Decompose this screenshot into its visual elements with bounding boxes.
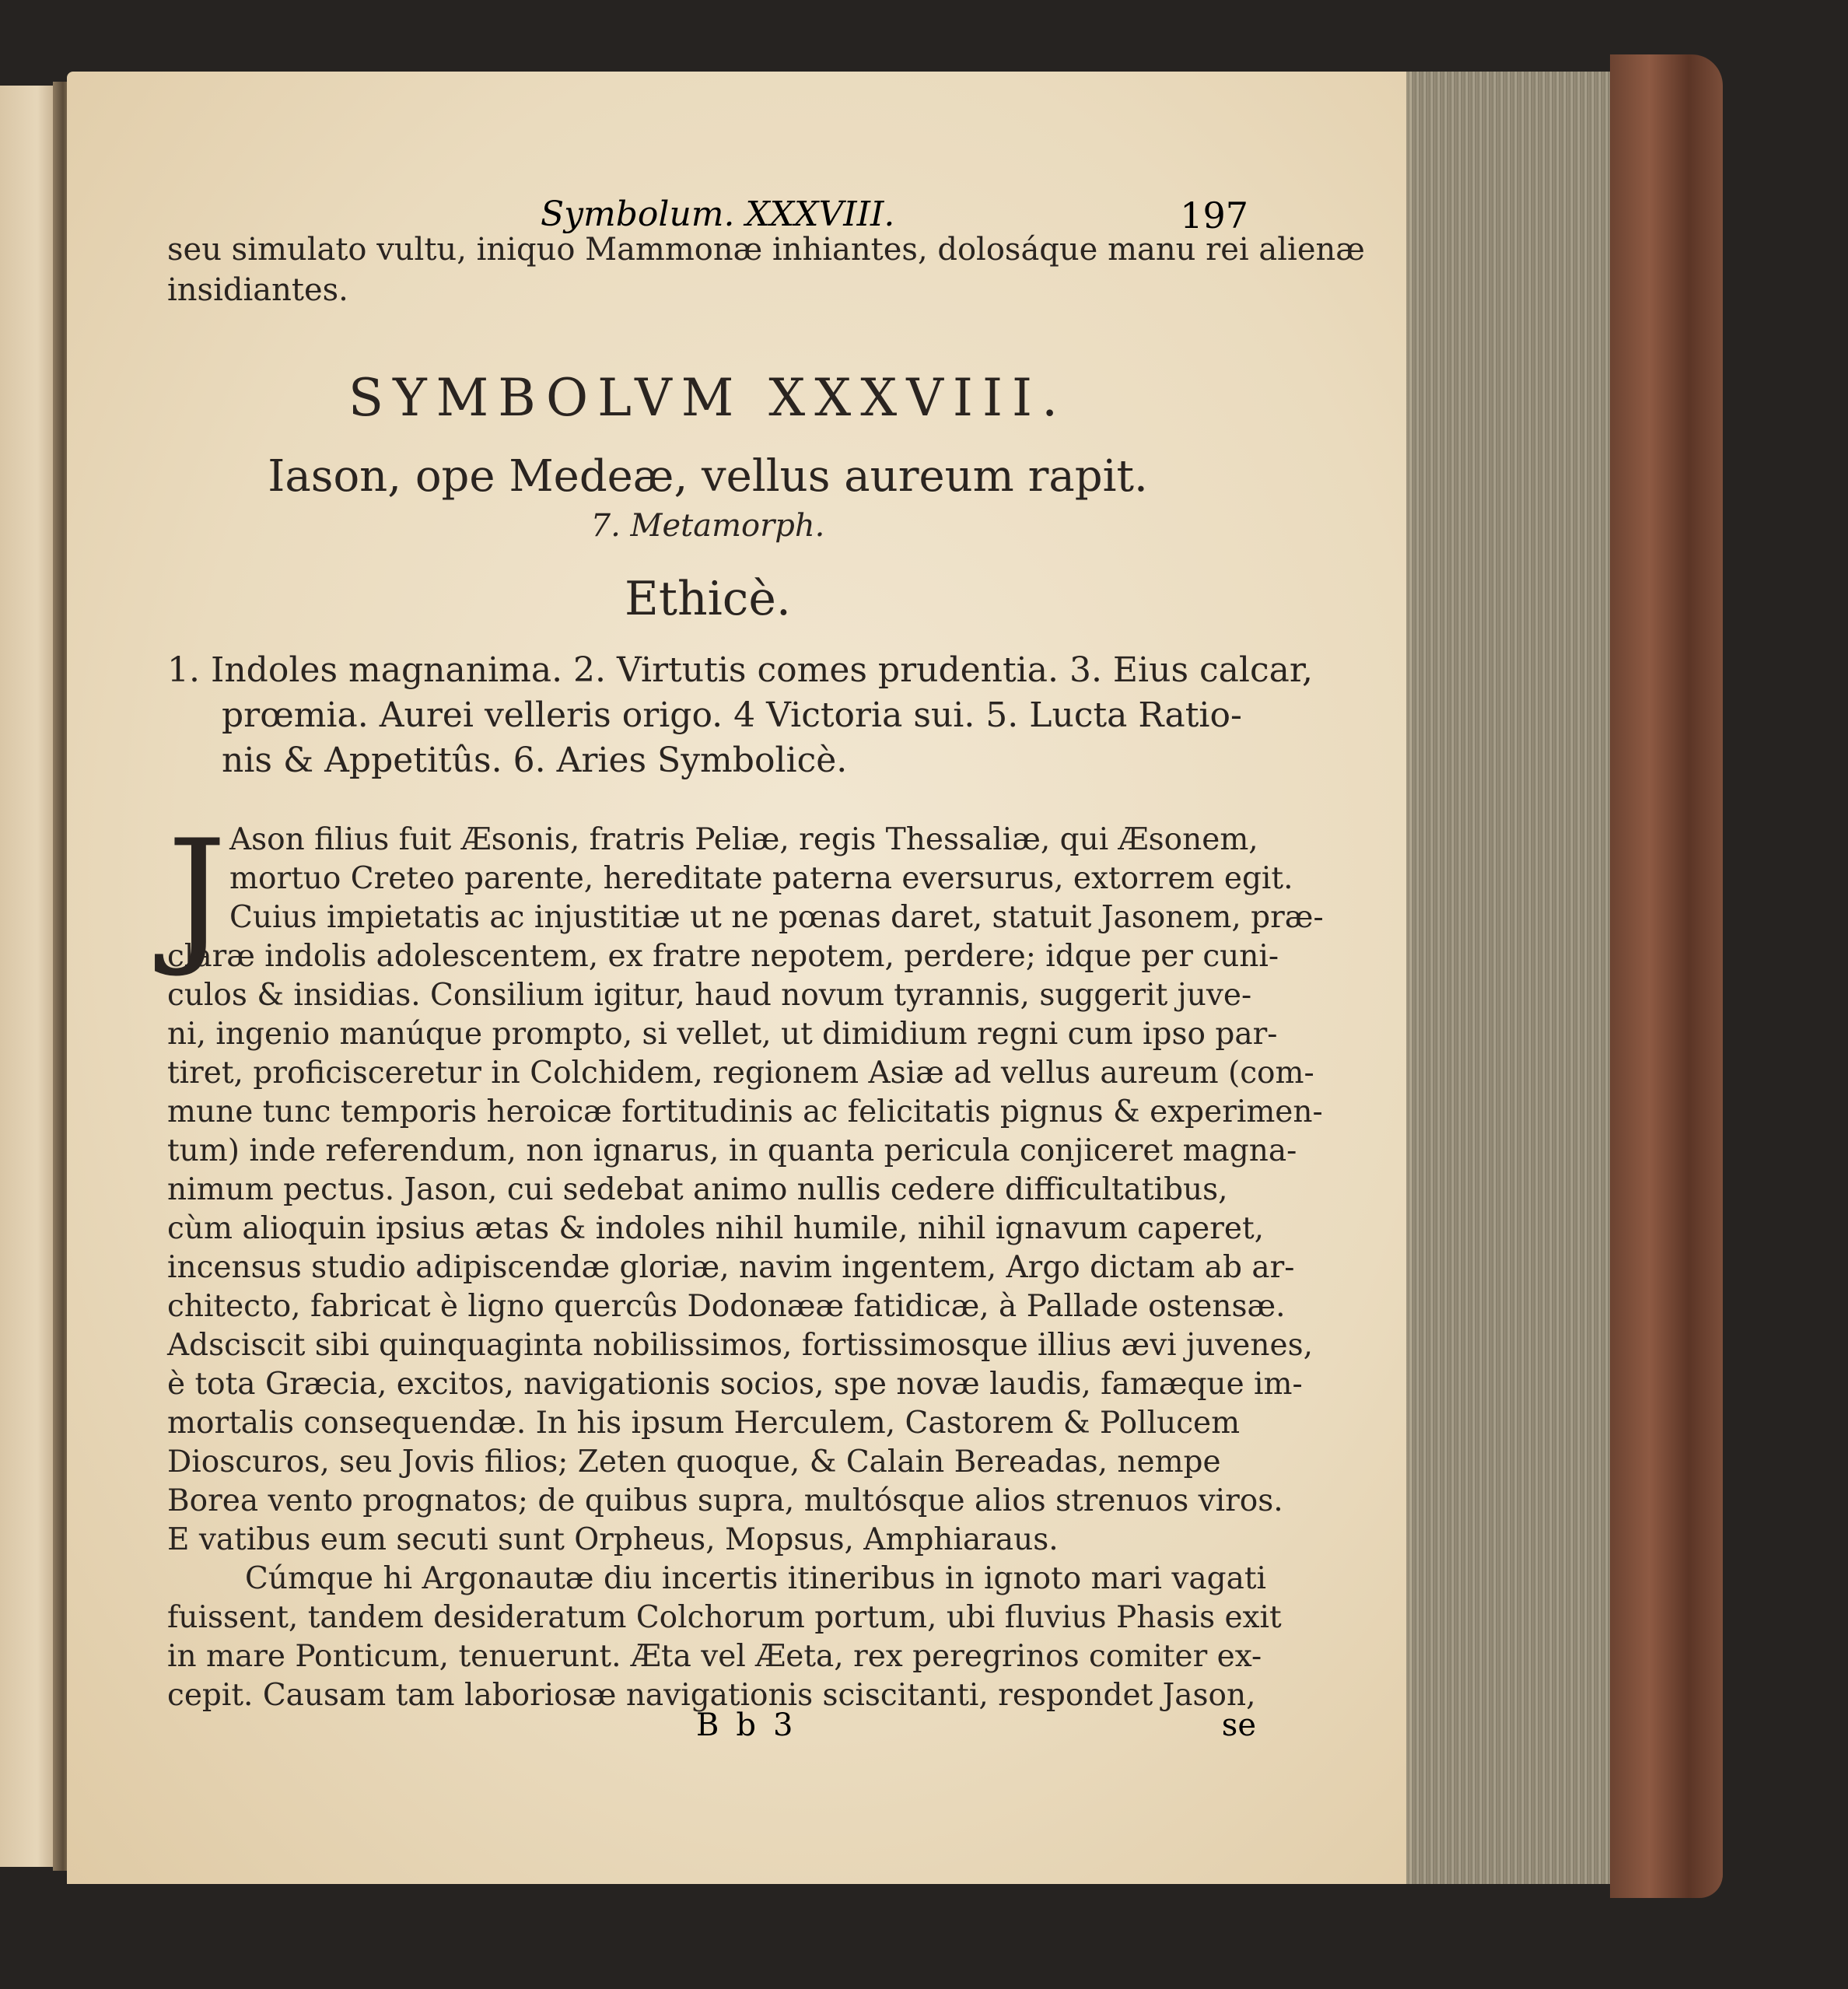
body-line: incensus studio adipiscendæ gloriæ, navim ingentem, Argo dictam ab ar- (167, 1250, 1295, 1285)
body-line: tum) inde referendum, non ignarus, in quanta pericula conjiceret magna- (167, 1133, 1297, 1168)
drop-cap: J (167, 808, 227, 980)
page-edges (1406, 72, 1640, 1884)
symbol-title: SYMBOLVM XXXVIII. (348, 368, 1068, 428)
source-reference: 7. Metamorph. (590, 508, 825, 544)
body-line: cepit. Causam tam laboriosæ navigationis sciscitanti, respondet Jason, (167, 1678, 1256, 1713)
summary-line: 1. Indoles magnanima. 2. Virtutis comes prudentia. 3. Eius calcar, (167, 650, 1314, 690)
body-line: Dioscuros, seu Jovis filios; Zeten quoque, & Calain Bereadas, nempe (167, 1444, 1221, 1479)
body-line: mune tunc temporis heroicæ fortitudinis ac felicitatis pignus & experimen- (167, 1094, 1323, 1129)
intro-line: seu simulato vultu, iniquo Mammonæ inhiantes, dolosáque manu rei alienæ (167, 232, 1365, 268)
section-heading: Ethicè. (625, 572, 791, 626)
body-line: Adsciscit sibi quinquaginta nobilissimos, fortissimosque illius ævi juvenes, (167, 1328, 1313, 1363)
body-line: tiret, proficisceretur in Colchidem, regionem Asiæ ad vellus aureum (com- (167, 1056, 1314, 1091)
body-line: fuissent, tandem desideratum Colchorum portum, ubi fluvius Phasis exit (167, 1600, 1282, 1635)
body-line: culos & insidias. Consilium igitur, haud novum tyrannis, suggerit juve- (167, 978, 1252, 1013)
running-title: Symbolum. XXXVIII. (541, 194, 895, 234)
summary-line: prœmia. Aurei velleris origo. 4 Victoria sui. 5. Lucta Ratio- (222, 695, 1242, 735)
body-line: mortalis consequendæ. In his ipsum Herculem, Castorem & Pollucem (167, 1406, 1241, 1441)
body-line: è tota Græcia, excitos, navigationis socios, spe novæ laudis, famæque im- (167, 1367, 1303, 1402)
body-line: Ason filius fuit Æsonis, fratris Peliæ, regis Thessaliæ, qui Æsonem, (229, 822, 1258, 857)
body-line: Cúmque hi Argonautæ diu incertis itineribus in ignoto mari vagati (245, 1561, 1267, 1596)
book-cover (1610, 54, 1723, 1898)
catchword: se (1221, 1707, 1256, 1743)
body-line: ni, ingenio manúque prompto, si vellet, ut dimidium regni cum ipso par- (167, 1017, 1278, 1052)
body-line: cùm alioquin ipsius ætas & indoles nihil humile, nihil ignavum caperet, (167, 1211, 1265, 1246)
body-line: in mare Ponticum, tenuerunt. Æta vel Æeta, rex peregrinos comiter ex- (167, 1639, 1262, 1674)
signature-mark: Bb3 (696, 1707, 810, 1743)
body-line: nimum pectus. Jason, cui sedebat animo nullis cedere difficultatibus, (167, 1172, 1228, 1207)
page-number: 197 (1180, 194, 1248, 236)
body-line: claræ indolis adolescentem, ex fratre nepotem, perdere; idque per cuni- (167, 939, 1279, 974)
summary-line: nis & Appetitûs. 6. Aries Symbolicè. (222, 741, 848, 780)
body-line: E vatibus eum secuti sunt Orpheus, Mopsus, Amphiaraus. (167, 1522, 1059, 1557)
page-footer (167, 1707, 1256, 1754)
body-line: mortuo Creteo parente, hereditate paterna eversurus, extorrem egit. (229, 861, 1293, 896)
intro-line: insidiantes. (167, 272, 348, 308)
body-line: Borea vento prognatos; de quibus supra, multósque alios strenuos viros. (167, 1483, 1283, 1518)
body-line: Cuius impietatis ac injustitiæ ut ne pœnas daret, statuit Jasonem, præ- (229, 900, 1324, 935)
subtitle: Iason, ope Medeæ, vellus aureum rapit. (268, 451, 1148, 502)
body-line: chitecto, fabricat è ligno quercûs Dodonææ fatidicæ, à Pallade ostensæ. (167, 1289, 1286, 1324)
